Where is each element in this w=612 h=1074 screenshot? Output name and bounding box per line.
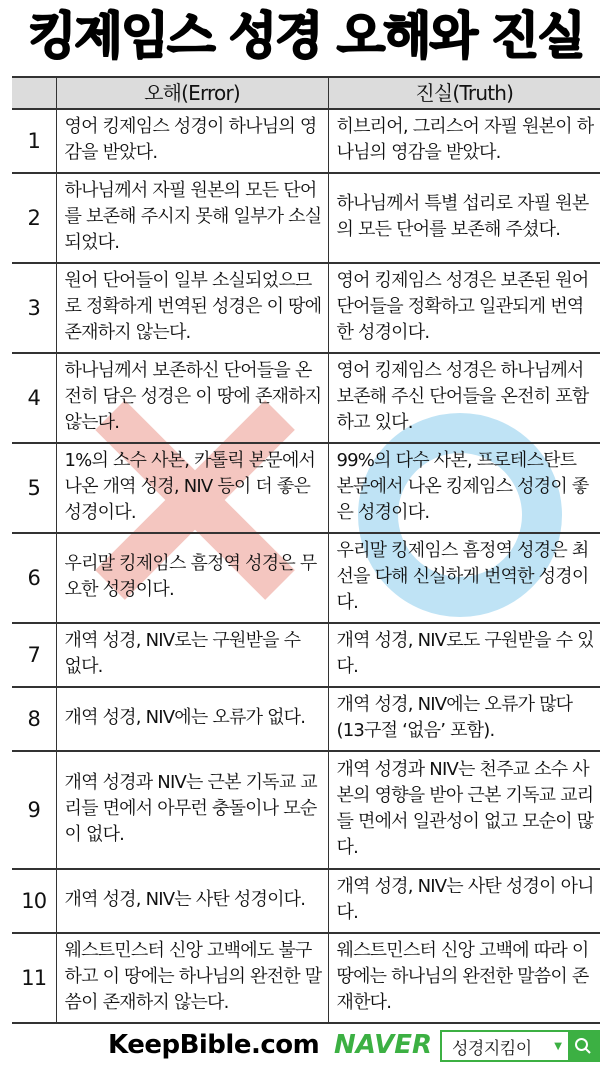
table-row	[12, 533, 600, 623]
truth-cell: 웨스트민스터 신앙 고백에 따라 이 땅에는 하나님의 완전한 말씀이 존재한다.	[328, 933, 600, 1023]
truth-cell: 개역 성경과 NIV는 천주교 소수 사본의 영향을 받아 근본 기독교 교리들 면에서 일관성이 없고 모순이 많다.	[328, 751, 600, 869]
truth-cell: 99%의 다수 사본, 프로테스탄트 본문에서 나온 킹제임스 성경이 좋은 성경이다.	[328, 443, 600, 533]
table-row	[12, 353, 600, 443]
row-number: 6	[12, 533, 56, 623]
naver-logo: NAVER	[334, 1030, 433, 1060]
comparison-table	[12, 76, 600, 1024]
error-cell: 개역 성경과 NIV는 근본 기독교 교리들 면에서 아무런 충돌이나 모순이 없다.	[56, 751, 328, 869]
row-number: 5	[12, 443, 56, 533]
truth-cell: 영어 킹제임스 성경은 하나님께서 보존해 주신 단어들을 온전히 포함하고 있다.	[328, 353, 600, 443]
table-row	[12, 173, 600, 263]
error-cell: 원어 단어들이 일부 소실되었으므로 정확하게 번역된 성경은 이 땅에 존재하지 않는다.	[56, 263, 328, 353]
row-number: 1	[12, 109, 56, 173]
table-row	[12, 109, 600, 173]
error-cell: 우리말 킹제임스 흠정역 성경은 무오한 성경이다.	[56, 533, 328, 623]
table-row	[12, 623, 600, 687]
truth-cell: 개역 성경, NIV는 사탄 성경이 아니다.	[328, 869, 600, 933]
error-cell: 영어 킹제임스 성경이 하나님의 영감을 받았다.	[56, 109, 328, 173]
error-cell: 1%의 소수 사본, 카톨릭 본문에서 나온 개역 성경, NIV 등이 더 좋은 성경이다.	[56, 443, 328, 533]
truth-cell: 개역 성경, NIV에는 오류가 많다(13구절 ‘없음’ 포함).	[328, 687, 600, 751]
error-cell: 개역 성경, NIV는 사탄 성경이다.	[56, 869, 328, 933]
header-error: 오해(Error)	[56, 77, 328, 109]
site-logo: KeepBible.com	[108, 1030, 320, 1060]
table-row	[12, 933, 600, 1023]
table-header	[12, 77, 600, 109]
table-row	[12, 687, 600, 751]
table-row	[12, 751, 600, 869]
table-row	[12, 263, 600, 353]
row-number: 3	[12, 263, 56, 353]
row-number: 2	[12, 173, 56, 263]
search-button[interactable]	[568, 1032, 598, 1060]
truth-cell: 영어 킹제임스 성경은 보존된 원어 단어들을 정확하고 일관되게 번역한 성경이다.	[328, 263, 600, 353]
truth-cell: 우리말 킹제임스 흠정역 성경은 최선을 다해 신실하게 번역한 성경이다.	[328, 533, 600, 623]
row-number: 9	[12, 751, 56, 869]
error-cell: 개역 성경, NIV로는 구원받을 수 없다.	[56, 623, 328, 687]
truth-cell: 히브리어, 그리스어 자필 원본이 하나님의 영감을 받았다.	[328, 109, 600, 173]
row-number: 8	[12, 687, 56, 751]
truth-cell: 개역 성경, NIV로도 구원받을 수 있다.	[328, 623, 600, 687]
page-title: 킹제임스 성경 오해와 진실	[28, 7, 584, 65]
naver-search-box[interactable]	[440, 1030, 600, 1062]
error-cell: 개역 성경, NIV에는 오류가 없다.	[56, 687, 328, 751]
table-row	[12, 869, 600, 933]
error-cell: 하나님께서 보존하신 단어들을 온전히 담은 성경은 이 땅에 존재하지 않는다.	[56, 353, 328, 443]
table-row	[12, 443, 600, 533]
header-truth: 진실(Truth)	[328, 77, 600, 109]
row-number: 11	[12, 933, 56, 1023]
dropdown-arrow-icon[interactable]: ▼	[554, 1040, 562, 1052]
row-number: 7	[12, 623, 56, 687]
error-cell: 하나님께서 자필 원본의 모든 단어를 보존해 주시지 못해 일부가 소실되었다.	[56, 173, 328, 263]
error-cell: 웨스트민스터 신앙 고백에도 불구하고 이 땅에는 하나님의 완전한 말씀이 존재하지 않는다.	[56, 933, 328, 1023]
search-input[interactable]: 성경지킴이	[452, 1038, 532, 1059]
row-number: 10	[12, 869, 56, 933]
header-num	[12, 77, 56, 109]
truth-cell: 하나님께서 특별 섭리로 자필 원본의 모든 단어를 보존해 주셨다.	[328, 173, 600, 263]
row-number: 4	[12, 353, 56, 443]
search-icon	[574, 1037, 592, 1055]
